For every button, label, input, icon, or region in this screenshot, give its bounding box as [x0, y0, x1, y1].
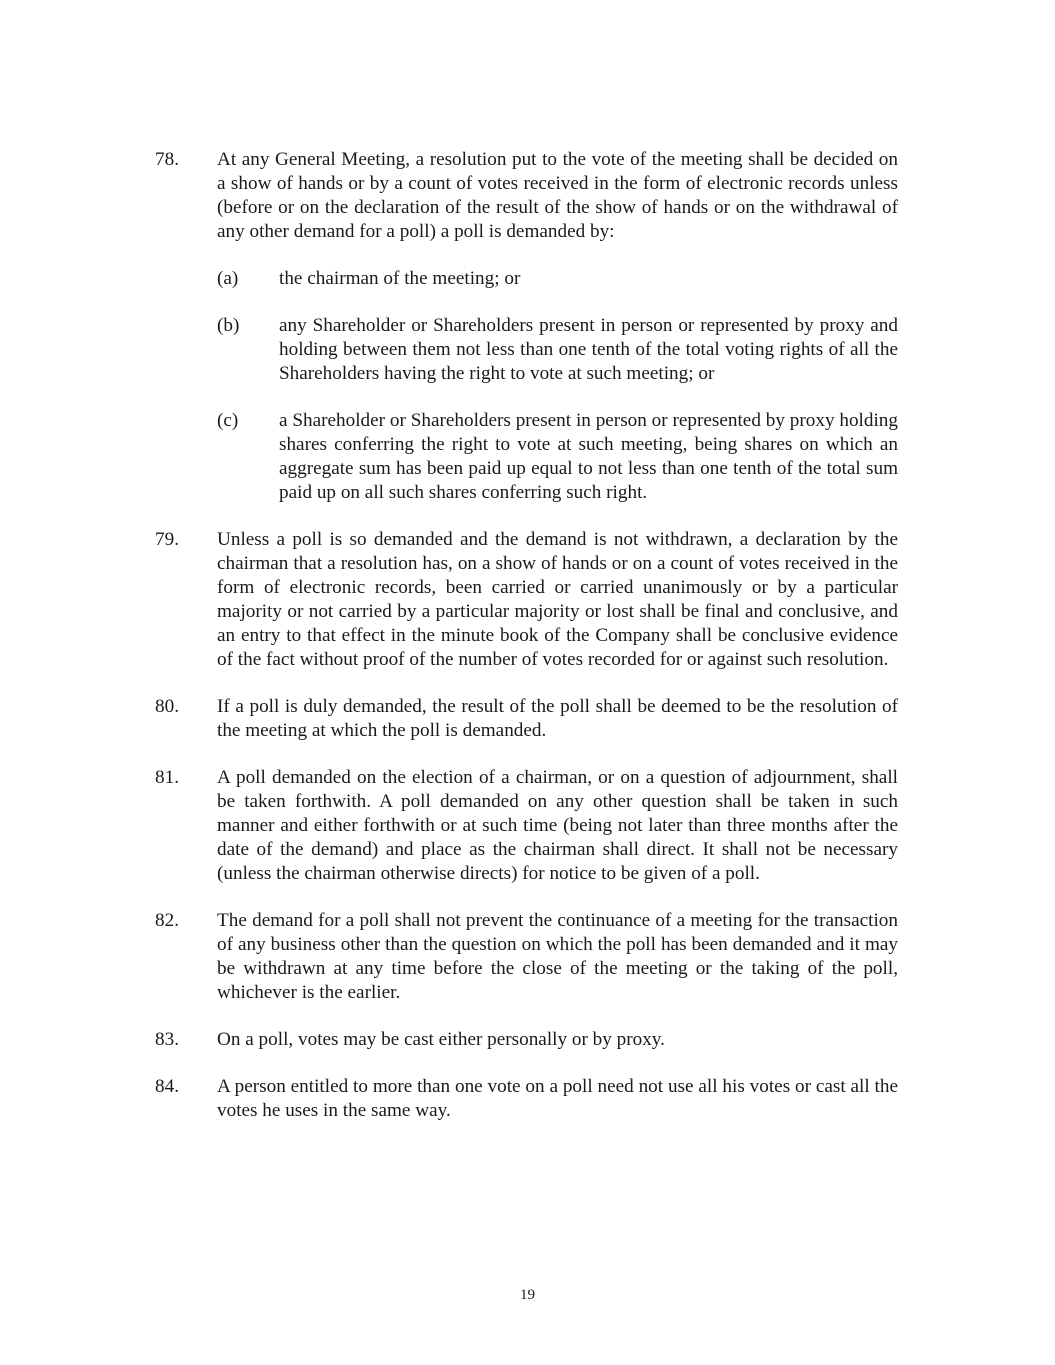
clause-text: Unless a poll is so demanded and the demand is not withdrawn, a declaration by the chairman that a resolution has, on a show of hands or on a count of votes received in the form of electronic records, been carried or carried unanimously or by a particular majority or not carried by a particular majority or lost shall be final and conclusive, and an entry to that effect in the minute book of the Company shall be conclusive evidence of the fact without proof of the number of votes recorded for or against such resolution. [217, 529, 898, 670]
clause-78-subitems [217, 267, 898, 505]
clause-number: 78. [155, 149, 179, 170]
subitem-c [217, 409, 898, 505]
clause-83 [155, 1028, 898, 1052]
subitem-label: (b) [217, 315, 240, 336]
clause-text: If a poll is duly demanded, the result of the poll shall be deemed to be the resolution of the meeting at which the poll is demanded. [217, 696, 898, 741]
subitem-text: a Shareholder or Shareholders present in person or represented by proxy holding shares conferring the right to vote at such meeting, being shares on which an aggregate sum has been paid up equal to not less than one tenth of the total sum paid up on all such shares conferring such right. [279, 410, 898, 503]
clause-text: At any General Meeting, a resolution put to the vote of the meeting shall be decided on a show of hands or by a count of votes received in the form of electronic records unless (before or on the declaration of the result of the show of hands or on the withdrawal of any other demand for a poll) a poll is demanded by: [217, 149, 898, 242]
subitem-text: the chairman of the meeting; or [279, 268, 521, 289]
subitem-label: (a) [217, 268, 239, 289]
clause-text: A poll demanded on the election of a chairman, or on a question of adjournment, shall be taken forthwith. A poll demanded on any other question shall be taken in such manner and either forthwith or at such time (being not later than three months after the date of the demand) and place as the chairman shall direct. It shall not be necessary (unless the chairman otherwise directs) for notice to be given of a poll. [217, 767, 898, 884]
subitem-a [217, 267, 898, 291]
document-body [155, 148, 898, 1146]
clause-79 [155, 528, 898, 672]
clause-text: A person entitled to more than one vote on a poll need not use all his votes or cast all the votes he uses in the same way. [217, 1076, 898, 1121]
clause-81 [155, 766, 898, 886]
clause-number: 80. [155, 696, 179, 717]
subitem-text: any Shareholder or Shareholders present in person or represented by proxy and holding between them not less than one tenth of the total voting rights of all the Shareholders having the right to vote at such meeting; or [279, 315, 898, 384]
page-number: 19 [520, 1287, 535, 1303]
clause-number: 84. [155, 1076, 179, 1097]
clause-text: On a poll, votes may be cast either personally or by proxy. [217, 1029, 665, 1050]
clause-number: 81. [155, 767, 179, 788]
clause-82 [155, 909, 898, 1005]
subitem-b [217, 314, 898, 386]
subitem-label: (c) [217, 410, 239, 431]
clause-number: 79. [155, 529, 179, 550]
clause-80 [155, 695, 898, 743]
clause-number: 83. [155, 1029, 179, 1050]
clause-number: 82. [155, 910, 179, 931]
clause-84 [155, 1075, 898, 1123]
clause-78 [155, 148, 898, 505]
clause-text: The demand for a poll shall not prevent the continuance of a meeting for the transaction of any business other than the question on which the poll has been demanded and it may be withdrawn at any time before the close of the meeting or the taking of the poll, whichever is the earlier. [217, 910, 898, 1003]
